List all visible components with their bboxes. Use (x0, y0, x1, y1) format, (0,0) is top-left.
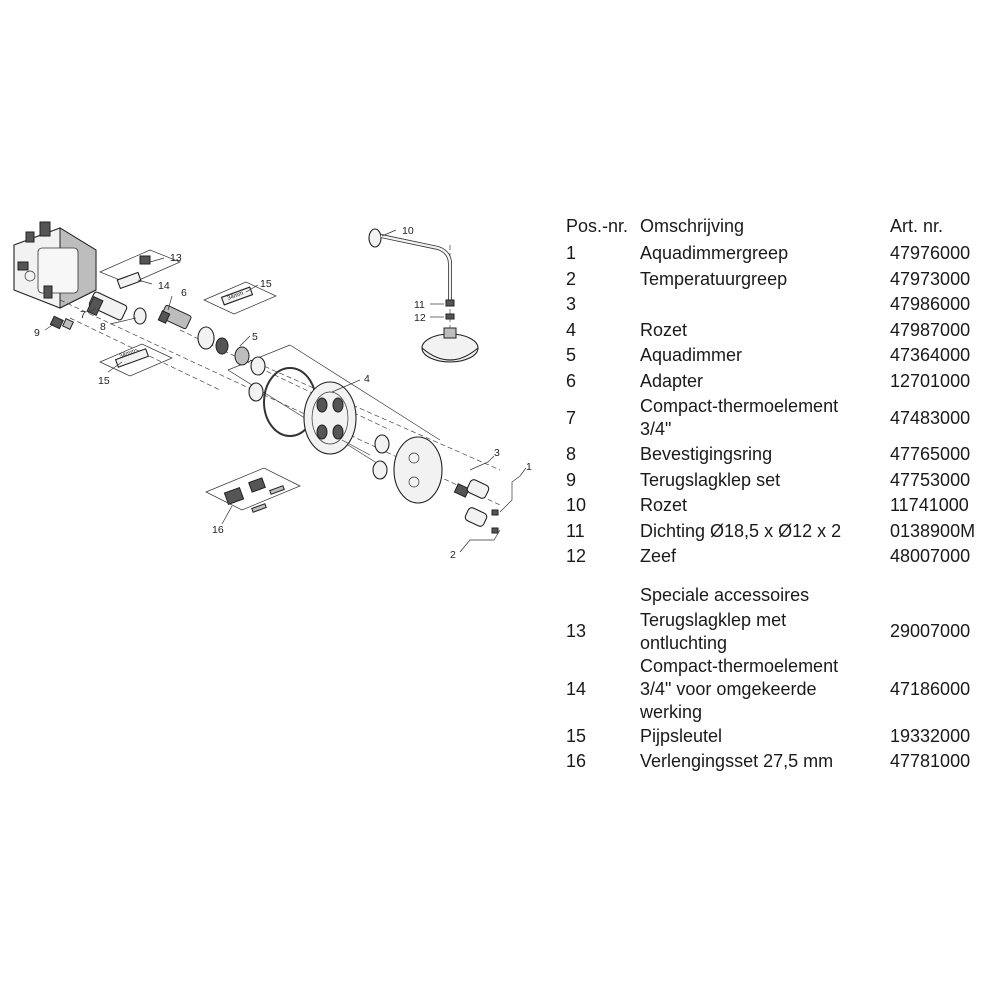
row-desc: Pijpsleutel (640, 725, 723, 746)
row-pos: 13 (566, 621, 587, 641)
row-art: 47483000 (890, 407, 971, 428)
callout-13: 13 (170, 252, 182, 264)
part-handles (454, 478, 498, 533)
row-art: 47973000 (890, 268, 971, 289)
row-art: 48007000 (890, 546, 971, 567)
callout-5: 5 (252, 331, 258, 343)
row-pos: 15 (566, 725, 587, 746)
row-art: 47976000 (890, 243, 971, 264)
table-row (566, 292, 996, 318)
row-desc: Zeef (640, 546, 677, 567)
exploded-view-diagram (0, 200, 560, 580)
row-pos: 8 (566, 444, 577, 465)
table-header (566, 211, 996, 241)
callout-8: 8 (100, 321, 106, 333)
row-desc: Rozet (640, 495, 688, 516)
row-desc: Terugslagklep met ontluchting (640, 609, 787, 653)
table-row (566, 749, 996, 775)
row-desc: Bevestigingsring (640, 444, 773, 465)
callout-10: 10 (402, 225, 414, 237)
callout-4: 4 (364, 373, 370, 385)
part-fixing-ring (134, 308, 146, 324)
tool-label-a: 34mm (226, 290, 245, 302)
row-pos: 11 (566, 520, 585, 541)
row-desc: Compact-thermoelement 3/4" voor omgekeerde werking (640, 656, 839, 722)
row-art: 47986000 (890, 294, 971, 315)
row-pos: 1 (566, 243, 577, 264)
part-thermo-element (87, 291, 128, 321)
table-row (566, 656, 996, 724)
table-row (566, 493, 996, 519)
callout-2: 2 (450, 549, 456, 561)
accessory-16-box (206, 468, 300, 512)
section-title: Speciale accessoires (640, 585, 810, 605)
row-pos: 10 (566, 495, 587, 516)
callout-3: 3 (494, 447, 500, 459)
callout-9: 9 (34, 327, 40, 339)
callout-1: 1 (526, 461, 532, 473)
callout-12: 12 (414, 312, 426, 324)
accessories-section-title (566, 584, 996, 608)
table-row (566, 608, 996, 656)
row-pos: 16 (566, 751, 587, 772)
part-sleeves (249, 357, 265, 401)
row-desc: Verlengingsset 27,5 mm (640, 751, 834, 772)
table-row (566, 468, 996, 494)
callout-7: 7 (80, 309, 86, 321)
table-row (566, 519, 996, 545)
part-adapter (158, 305, 191, 330)
row-desc: Rozet (640, 319, 688, 340)
table-row (566, 267, 996, 293)
table-row (566, 318, 996, 344)
row-desc: Aquadimmer (640, 345, 743, 366)
callout-11: 11 (414, 299, 425, 311)
table-row (566, 442, 996, 468)
row-art: 47765000 (890, 444, 971, 465)
table-row (566, 544, 996, 570)
table-row (566, 394, 996, 442)
part-seals (373, 435, 389, 479)
part-cover-plate (394, 437, 442, 503)
table-row (566, 241, 996, 267)
tool-label-b: 34mm (118, 348, 137, 360)
callout-15b: 15 (98, 375, 110, 387)
row-desc: Terugslagklep set (640, 469, 781, 490)
header-art: Art. nr. (890, 215, 944, 236)
part-aquadimmer (198, 327, 249, 365)
header-pos: Pos.-nr. (566, 215, 629, 236)
row-desc: Compact-thermoelement 3/4" (640, 396, 839, 439)
row-pos: 6 (566, 370, 577, 391)
valve-body (14, 222, 96, 308)
row-pos: 14 (566, 679, 587, 699)
row-pos: 2 (566, 268, 577, 289)
header-desc: Omschrijving (640, 215, 745, 236)
row-pos: 12 (566, 546, 587, 567)
callout-15a: 15 (260, 278, 272, 290)
accessory-15-bottom-box (100, 344, 172, 376)
leader-lines (45, 230, 526, 552)
row-art: 47364000 (890, 345, 971, 366)
row-pos: 5 (566, 345, 577, 366)
callout-14: 14 (158, 280, 170, 292)
row-desc: Temperatuurgreep (640, 268, 788, 289)
row-pos: 9 (566, 469, 577, 490)
row-pos: 3 (566, 294, 577, 315)
callout-16: 16 (212, 524, 224, 536)
row-pos: 7 (566, 407, 577, 428)
row-art: 47186000 (890, 679, 971, 699)
row-desc: Adapter (640, 370, 704, 391)
row-art: 47781000 (890, 751, 971, 772)
row-pos: 4 (566, 319, 577, 340)
table-row (566, 724, 996, 750)
part-shower-arm (369, 229, 478, 362)
callout-6: 6 (181, 287, 187, 299)
row-art: 29007000 (890, 621, 971, 641)
row-art: 12701000 (890, 370, 971, 391)
row-art: 0138900M (890, 520, 976, 541)
parts-table (566, 211, 996, 775)
part-rosette-backplate (304, 382, 370, 455)
row-art: 47987000 (890, 319, 971, 340)
table-row (566, 343, 996, 369)
row-desc: Dichting Ø18,5 x Ø12 x 2 (640, 520, 842, 541)
row-desc: Aquadimmergreep (640, 243, 789, 264)
row-art: 11741000 (890, 495, 969, 516)
part-check-valve-set (50, 316, 73, 329)
row-art: 47753000 (890, 469, 971, 490)
table-row (566, 369, 996, 395)
row-art: 19332000 (890, 725, 971, 746)
